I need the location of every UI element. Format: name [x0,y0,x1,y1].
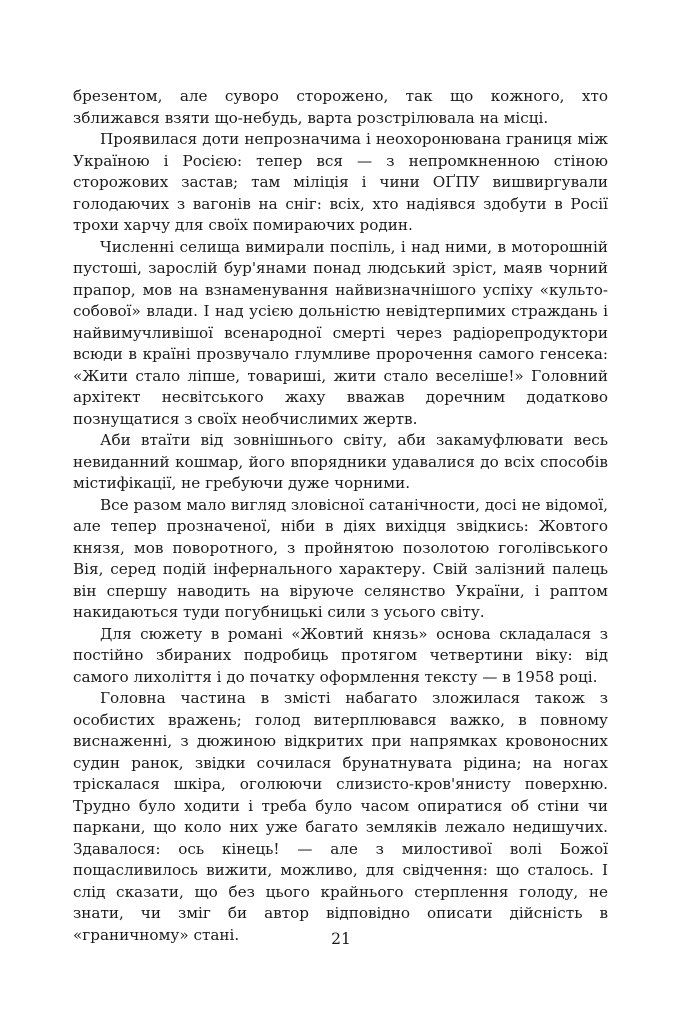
paragraph-personal: Головна частина в змісті набагато зложилася також з особистих вражень; голод витерплювався важко, в повному виснаженні, з дюжиною відкритих при напрямках кровоносних судин ранок, звідки сочилася брунатнувата рідина; на ногах тріскалася шкіра, оголюючи слизисто-кров'янисту поверхню. Трудно було ходити і треба було часом опиратися об стіни чи паркани, що коло них уже багато земляків лежало недишучих. Здавалося: ось кінець! — але з милостивої волі Божої пощасливилось вижити, можливо, для свідчення: що сталось. І слід сказати, що без цього крайнього стерплення голоду, не знати, чи зміг би автор відповідно описати дійсність в «граничному» стані. [73,689,608,944]
paragraph-villages: Численні селища вимирали поспіль, і над ними, в моторошній пустоші, зарослій бур'янами понад людський зріст, маяв чорний прапор, мов на взнаменування найвизначнішого успіху «культо-собової» влади. І над усією дольністю невідтерпимих страждань і найвимучливішої всенародної смерті через радіорепродуктори всюди в країні прозвучало глумливе пророчення самого генсека: «Жити стало ліпше, товариші, жити стало веселіше!» Головний архітект несвітського жаху вважав доречним додатково познущатися з своїх необчислимих жертв. [73,237,608,428]
page-number: 21 [331,930,351,948]
paragraph-camouflage: Аби втаїти від зовнішнього світу, аби закамуфлювати весь невиданний кошмар, його впорядники удавалися до всіх способів містифікації, не гребуючи дуже чорними. [73,431,608,492]
paragraph-satanic: Все разом мало вигляд зловісної сатанічности, досі не відомої, але тепер прозначеної, ніби в діях вихідця звідкись: Жовтого князя, мов поворотного, з пройнятою позолотою гоголівського Вія, серед подій інфернального характеру. Свій залізний палець він спершу наводить на віруюче селянство України, і раптом накидаються туди погубницькі сили з усього світу. [73,495,608,621]
body-text [73,86,608,946]
paragraph-border: Проявилася доти непрозначима і неохоронювана границя між Україною і Росією: тепер вся — з непромкненною стіною сторожових застав; там міліція і чини ОҐПУ вишвиргували голодаючих з вагонів на сніг: всіх, хто надіявся здобути в Росії трохи харчу для своїх помираючих родин. [73,130,608,234]
paragraph-plot: Для сюжету в романі «Жовтий князь» основа складалася з постійно збираних подробиць протягом четвертини віку: від самого лихоліття і до початку оформлення тексту — в 1958 році. [73,624,608,686]
paragraph-continuation: брезентом, але суворо сторожено, так що кожного, хто зближався взяти що-небудь, варта розстрілювала на місці. [73,87,608,127]
